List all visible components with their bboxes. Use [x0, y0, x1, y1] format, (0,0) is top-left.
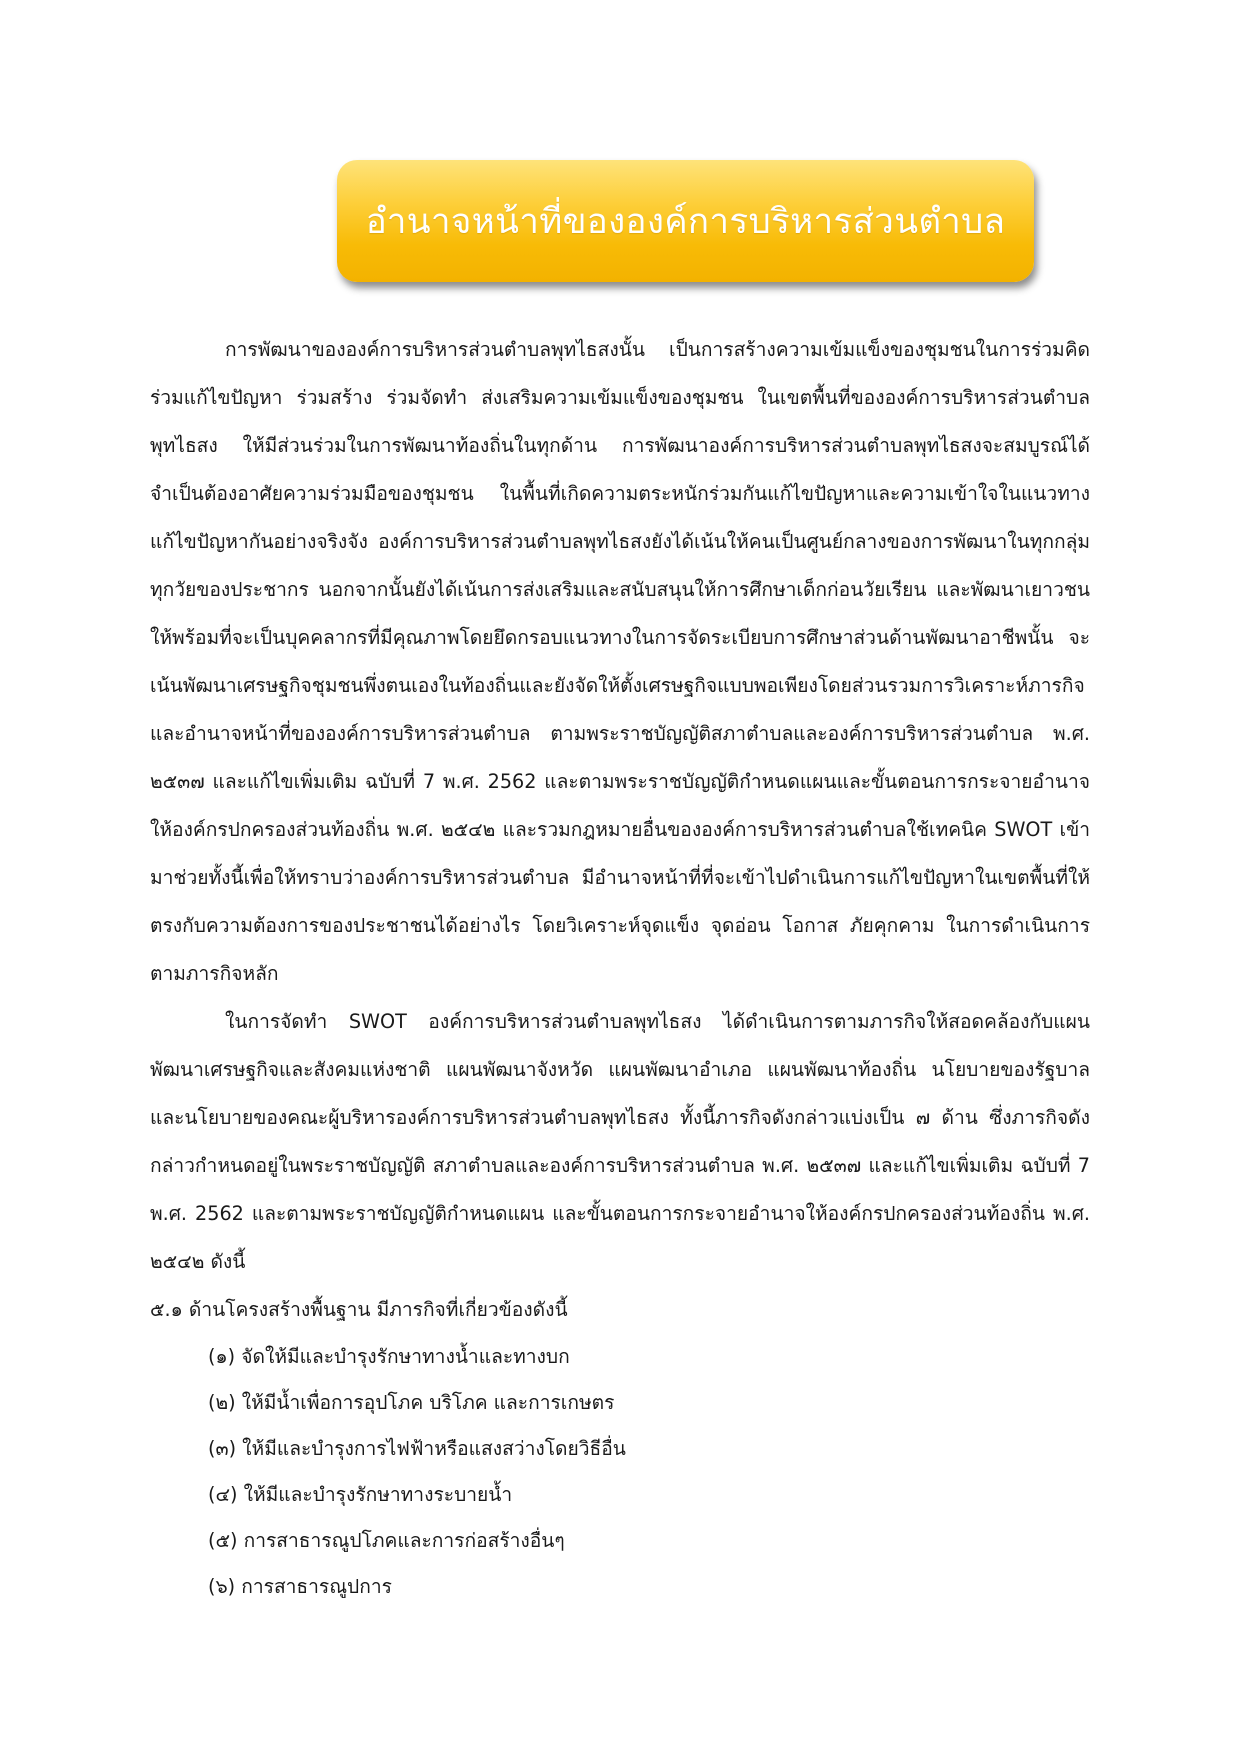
list-item: (๕) การสาธารณูปโภคและการก่อสร้างอื่นๆ — [208, 1529, 565, 1552]
list-item: (๒) ให้มีน้ำเพื่อการอุปโภค บริโภค และการเกษตร — [208, 1391, 615, 1414]
page-title: อำนาจหน้าที่ขององค์การบริหารส่วนตำบล — [365, 201, 1006, 242]
section-heading: ๕.๑ ด้านโครงสร้างพื้นฐาน มีภารกิจที่เกี่ยวข้องดังนี้ — [150, 1298, 568, 1321]
document-body — [150, 326, 1090, 1610]
paragraph: การพัฒนาขององค์การบริหารส่วนตำบลพุทไธสงนั้น เป็นการสร้างความเข้มแข็งของชุมชนในการร่วมคิดร่วมแก้ไขปัญหา ร่วมสร้าง ร่วมจัดทำ ส่งเสริมความเข้มแข็งของชุมชน ในเขตพื้นที่ขององค์การบริหารส่วนตำบลพุทไธสง ให้มีส่วนร่วมในการพัฒนาท้องถิ่นในทุกด้าน การพัฒนาองค์การบริหารส่วนตำบลพุทไธสงจะสมบูรณ์ได้จำเป็นต้องอาศัยความร่วมมือของชุมชน ในพื้นที่เกิดความตระหนักร่วมกันแก้ไขปัญหาและความเข้าใจในแนวทางแก้ไขปัญหากันอย่างจริงจัง องค์การบริหารส่วนตำบลพุทไธสงยังได้เน้นให้คนเป็นศูนย์กลางของการพัฒนาในทุกกลุ่มทุกวัยของประชากร นอกจากนั้นยังได้เน้นการส่งเสริมและสนับสนุนให้การศึกษาเด็กก่อนวัยเรียน และพัฒนาเยาวชนให้พร้อมที่จะเป็นบุคคลากรที่มีคุณภาพโดยยึดกรอบแนวทางในการจัดระเบียบการศึกษาส่วนด้านพัฒนาอาชีพนั้น จะเน้นพัฒนาเศรษฐกิจชุมชนพึ่งตนเองในท้องถิ่นและยังจัดให้ตั้งเศรษฐกิจแบบพอเพียงโดยส่วนรวมการวิเคราะห์ภารกิจและอำนาจหน้าที่ขององค์การบริหารส่วนตำบล ตามพระราชบัญญัติสภาตำบลและองค์การบริหารส่วนตำบล พ.ศ. ๒๕๓๗ และแก้ไขเพิ่มเติม ฉบับที่ 7 พ.ศ. 2562 และตามพระราชบัญญัติกำหนดแผนและขั้นตอนการกระจายอำนาจให้องค์กรปกครองส่วนท้องถิ่น พ.ศ. ๒๕๔๒ และรวมกฎหมายอื่นขององค์การบริหารส่วนตำบลใช้เทคนิค SWOT เข้ามาช่วยทั้งนี้เพื่อให้ทราบว่าองค์การบริหารส่วนตำบล มีอำนาจหน้าที่ที่จะเข้าไปดำเนินการแก้ไขปัญหาในเขตพื้นที่ให้ตรงกับความต้องการของประชาชนได้อย่างไร โดยวิเคราะห์จุดแข็ง จุดอ่อน โอกาส ภัยคุกคาม ในการดำเนินการตามภารกิจหลัก — [150, 338, 1090, 985]
list-item: (๔) ให้มีและบำรุงรักษาทางระบายน้ำ — [208, 1483, 513, 1506]
list-item: (๖) การสาธารณูปการ — [208, 1575, 392, 1598]
mission-list — [150, 1334, 1090, 1610]
paragraph: ในการจัดทำ SWOT องค์การบริหารส่วนตำบลพุทไธสง ได้ดำเนินการตามภารกิจให้สอดคล้องกับแผนพัฒนาเศรษฐกิจและสังคมแห่งชาติ แผนพัฒนาจังหวัด แผนพัฒนาอำเภอ แผนพัฒนาท้องถิ่น นโยบายของรัฐบาล และนโยบายของคณะผู้บริหารองค์การบริหารส่วนตำบลพุทไธสง ทั้งนี้ภารกิจดังกล่าวแบ่งเป็น ๗ ด้าน ซึ่งภารกิจดังกล่าวกำหนดอยู่ในพระราชบัญญัติ สภาตำบลและองค์การบริหารส่วนตำบล พ.ศ. ๒๕๓๗ และแก้ไขเพิ่มเติม ฉบับที่ 7 พ.ศ. 2562 และตามพระราชบัญญัติกำหนดแผน และขั้นตอนการกระจายอำนาจให้องค์กรปกครองส่วนท้องถิ่น พ.ศ. ๒๕๔๒ ดังนี้ — [150, 1010, 1090, 1273]
list-item: (๑) จัดให้มีและบำรุงรักษาทางน้ำและทางบก — [208, 1345, 570, 1368]
list-item: (๓) ให้มีและบำรุงการไฟฟ้าหรือแสงสว่างโดยวิธีอื่น — [208, 1437, 626, 1460]
title-banner — [337, 160, 1034, 282]
